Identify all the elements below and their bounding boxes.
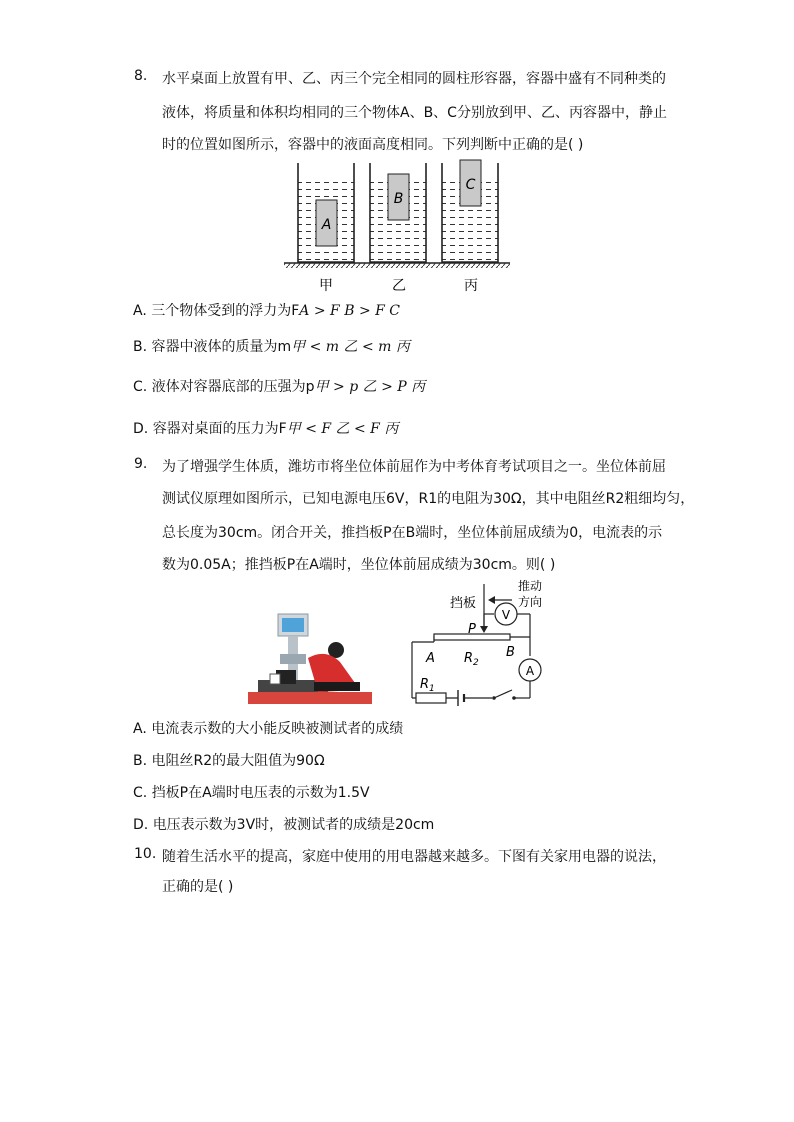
circuit-diagram (404, 574, 564, 710)
sit-and-reach-photo (248, 610, 372, 704)
option-b[interactable]: B. 容器中液体的质量为m甲 < m 乙 < m 丙 (133, 339, 410, 355)
question-text-line: 时的位置如图所示，容器中的液面高度相同。下列判断中正确的是( ) (162, 137, 584, 153)
question-text-line: 正确的是( ) (162, 879, 234, 895)
option-d[interactable]: D. 容器对桌面的压力为F甲 < F 乙 < F 丙 (133, 421, 399, 437)
question-text-line: 液体，将质量和体积均相同的三个物体A、B、C分别放到甲、乙、丙容器中，静止 (162, 105, 667, 121)
svg-text:V: V (501, 608, 511, 622)
option-d[interactable]: D. 电压表示数为3V时，被测试者的成绩是20cm (133, 817, 435, 833)
option-c[interactable]: C. 挡板P在A端时电压表的示数为1.5V (133, 785, 370, 801)
object-c-label: C (465, 177, 476, 193)
option-b[interactable]: B. 电阻丝R2的最大阻值为90Ω (133, 753, 325, 769)
end-a-label: A (426, 651, 435, 666)
container-label-yi: 乙 (392, 278, 406, 294)
question-number: 8. (134, 68, 148, 84)
container-label-bing: 丙 (464, 278, 478, 294)
option-c[interactable]: C. 液体对容器底部的压强为p甲 > p 乙 > P 丙 (133, 379, 426, 395)
r1-label: $R_1$ (420, 677, 435, 694)
object-b-label: B (393, 191, 404, 207)
question-text-line: 总长度为30cm。闭合开关，推挡板P在B端时，坐位体前屈成绩为0，电流表的示 (162, 525, 663, 541)
end-b-label: B (506, 645, 515, 660)
question-text-line: 水平桌面上放置有甲、乙、丙三个完全相同的圆柱形容器，容器中盛有不同种类的 (162, 71, 666, 87)
push-direction-label-2: 方向 (518, 595, 543, 609)
question-text-line: 测试仪原理如图所示，已知电源电压6V，R1的电阻为30Ω，其中电阻丝R2粗细均匀， (162, 491, 695, 507)
push-direction-label-1: 推动 (518, 579, 543, 593)
resistor-r1 (416, 693, 446, 703)
baffle-label: 挡板 (450, 596, 477, 611)
container-label-jia: 甲 (319, 278, 333, 294)
option-a[interactable]: A. 电流表示数的大小能反映被测试者的成绩 (133, 721, 404, 737)
tabletop (284, 263, 510, 268)
object-a-label: A (321, 217, 332, 233)
svg-text:A: A (525, 664, 535, 678)
question-number: 10. (134, 846, 157, 862)
question-text-line: 数为0.05A；推挡板P在A端时，坐位体前屈成绩为30cm。则( ) (162, 557, 556, 573)
slider-p-label: P (468, 622, 476, 637)
option-a[interactable]: A. 三个物体受到的浮力为FA > F B > F C (133, 303, 400, 319)
question-text-line: 为了增强学生体质，潍坊市将坐位体前屈作为中考体育考试项目之一。坐位体前屈 (162, 459, 666, 475)
containers-figure (278, 158, 518, 298)
question-text-line: 随着生活水平的提高，家庭中使用的用电器越来越多。下图有关家用电器的说法， (162, 849, 666, 865)
r2-label: $R_2$ (464, 651, 479, 668)
question-number: 9. (134, 456, 148, 472)
